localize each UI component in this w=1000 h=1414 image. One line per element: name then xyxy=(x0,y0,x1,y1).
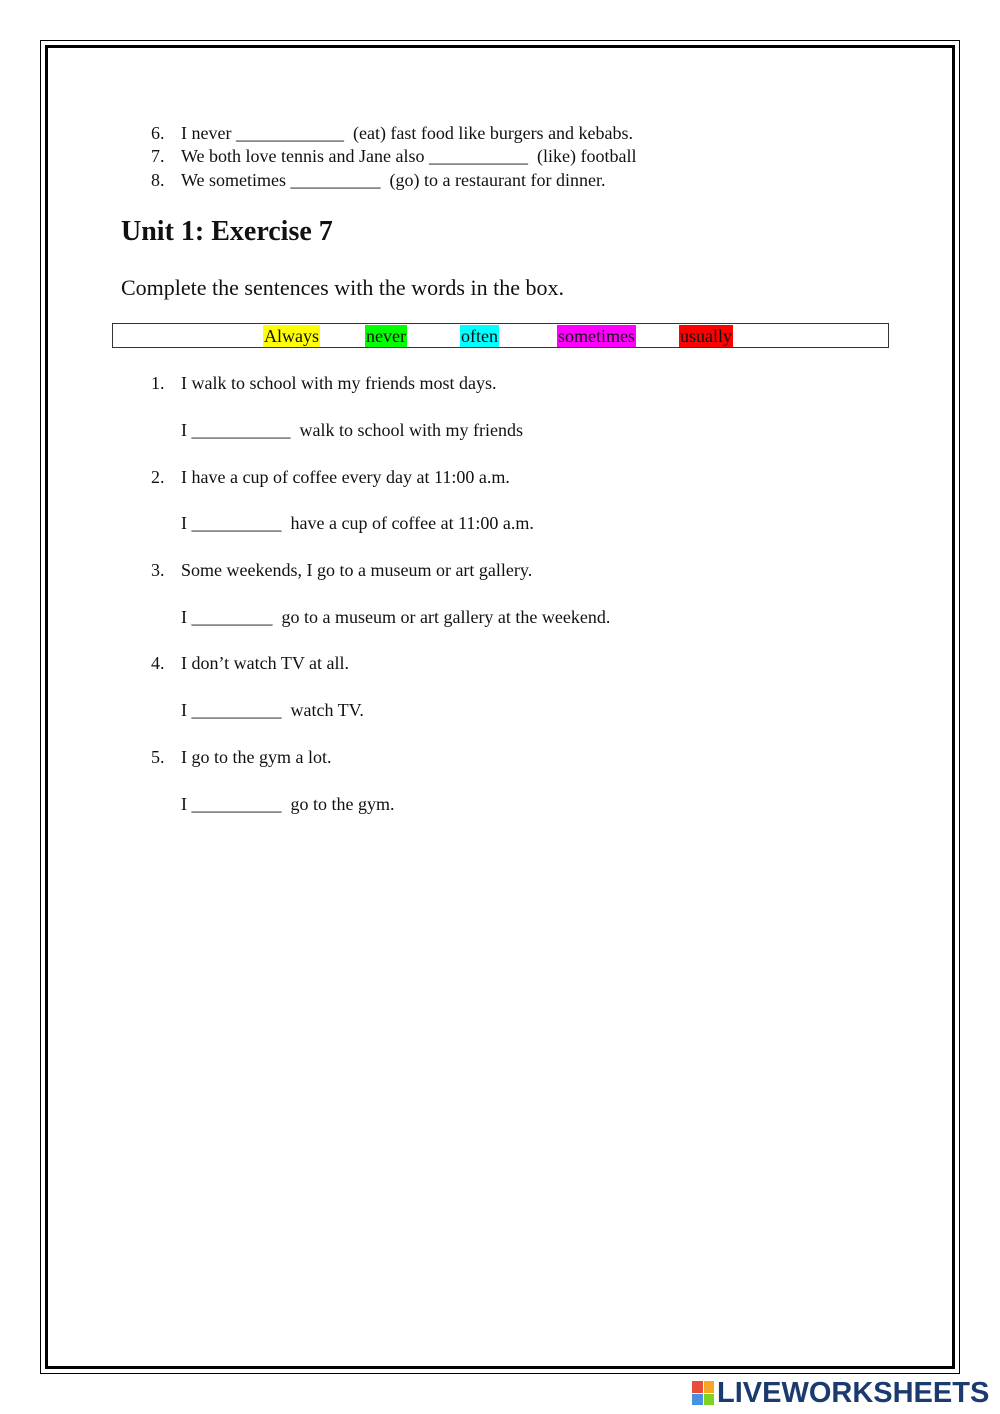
prev-item-6-text: I never ____________ (eat) fast food like burgers and kebabs. xyxy=(181,123,634,143)
item-2-sentence: I have a cup of coffee every day at 11:00 a.m. xyxy=(181,467,510,487)
word-never: never xyxy=(366,326,406,346)
prev-item-7-text: We both love tennis and Jane also ___________ (like) football xyxy=(181,146,637,166)
item-2-answer-line[interactable]: I __________ have a cup of coffee at 11:00 a.m. xyxy=(181,513,534,533)
liveworksheets-logo xyxy=(692,1378,989,1408)
item-1-answer-line[interactable]: I ___________ walk to school with my friends xyxy=(181,420,523,440)
word-always: Always xyxy=(264,326,319,346)
word-usually: usually xyxy=(680,326,732,346)
word-often: often xyxy=(461,326,498,346)
prev-item-8-number: 8. xyxy=(151,170,165,190)
item-1-sentence: I walk to school with my friends most days. xyxy=(181,373,497,393)
logo-square-orange xyxy=(704,1381,715,1393)
item-3-answer-line[interactable]: I _________ go to a museum or art gallery at the weekend. xyxy=(181,607,611,627)
item-5-number: 5. xyxy=(151,747,165,767)
word-box xyxy=(112,323,889,348)
logo-square-blue xyxy=(692,1394,703,1406)
prev-item-7-number: 7. xyxy=(151,146,165,166)
prev-item-8-text: We sometimes __________ (go) to a restaurant for dinner. xyxy=(181,170,606,190)
item-5-sentence: I go to the gym a lot. xyxy=(181,747,332,767)
item-4-sentence: I don’t watch TV at all. xyxy=(181,653,349,673)
item-5-answer-line[interactable]: I __________ go to the gym. xyxy=(181,794,395,814)
item-3-number: 3. xyxy=(151,560,165,580)
liveworksheets-logo-icon xyxy=(692,1381,714,1405)
item-4-answer-line[interactable]: I __________ watch TV. xyxy=(181,700,364,720)
item-3-sentence: Some weekends, I go to a museum or art gallery. xyxy=(181,560,533,580)
item-2-number: 2. xyxy=(151,467,165,487)
item-4-number: 4. xyxy=(151,653,165,673)
prev-item-6-number: 6. xyxy=(151,123,165,143)
logo-square-red xyxy=(692,1381,703,1393)
word-sometimes: sometimes xyxy=(558,326,635,346)
exercise-title: Unit 1: Exercise 7 xyxy=(121,216,333,247)
logo-square-green xyxy=(704,1394,715,1406)
exercise-instructions: Complete the sentences with the words in the box. xyxy=(121,275,564,300)
item-1-number: 1. xyxy=(151,373,165,393)
liveworksheets-logo-text: LIVEWORKSHEETS xyxy=(717,1376,990,1409)
